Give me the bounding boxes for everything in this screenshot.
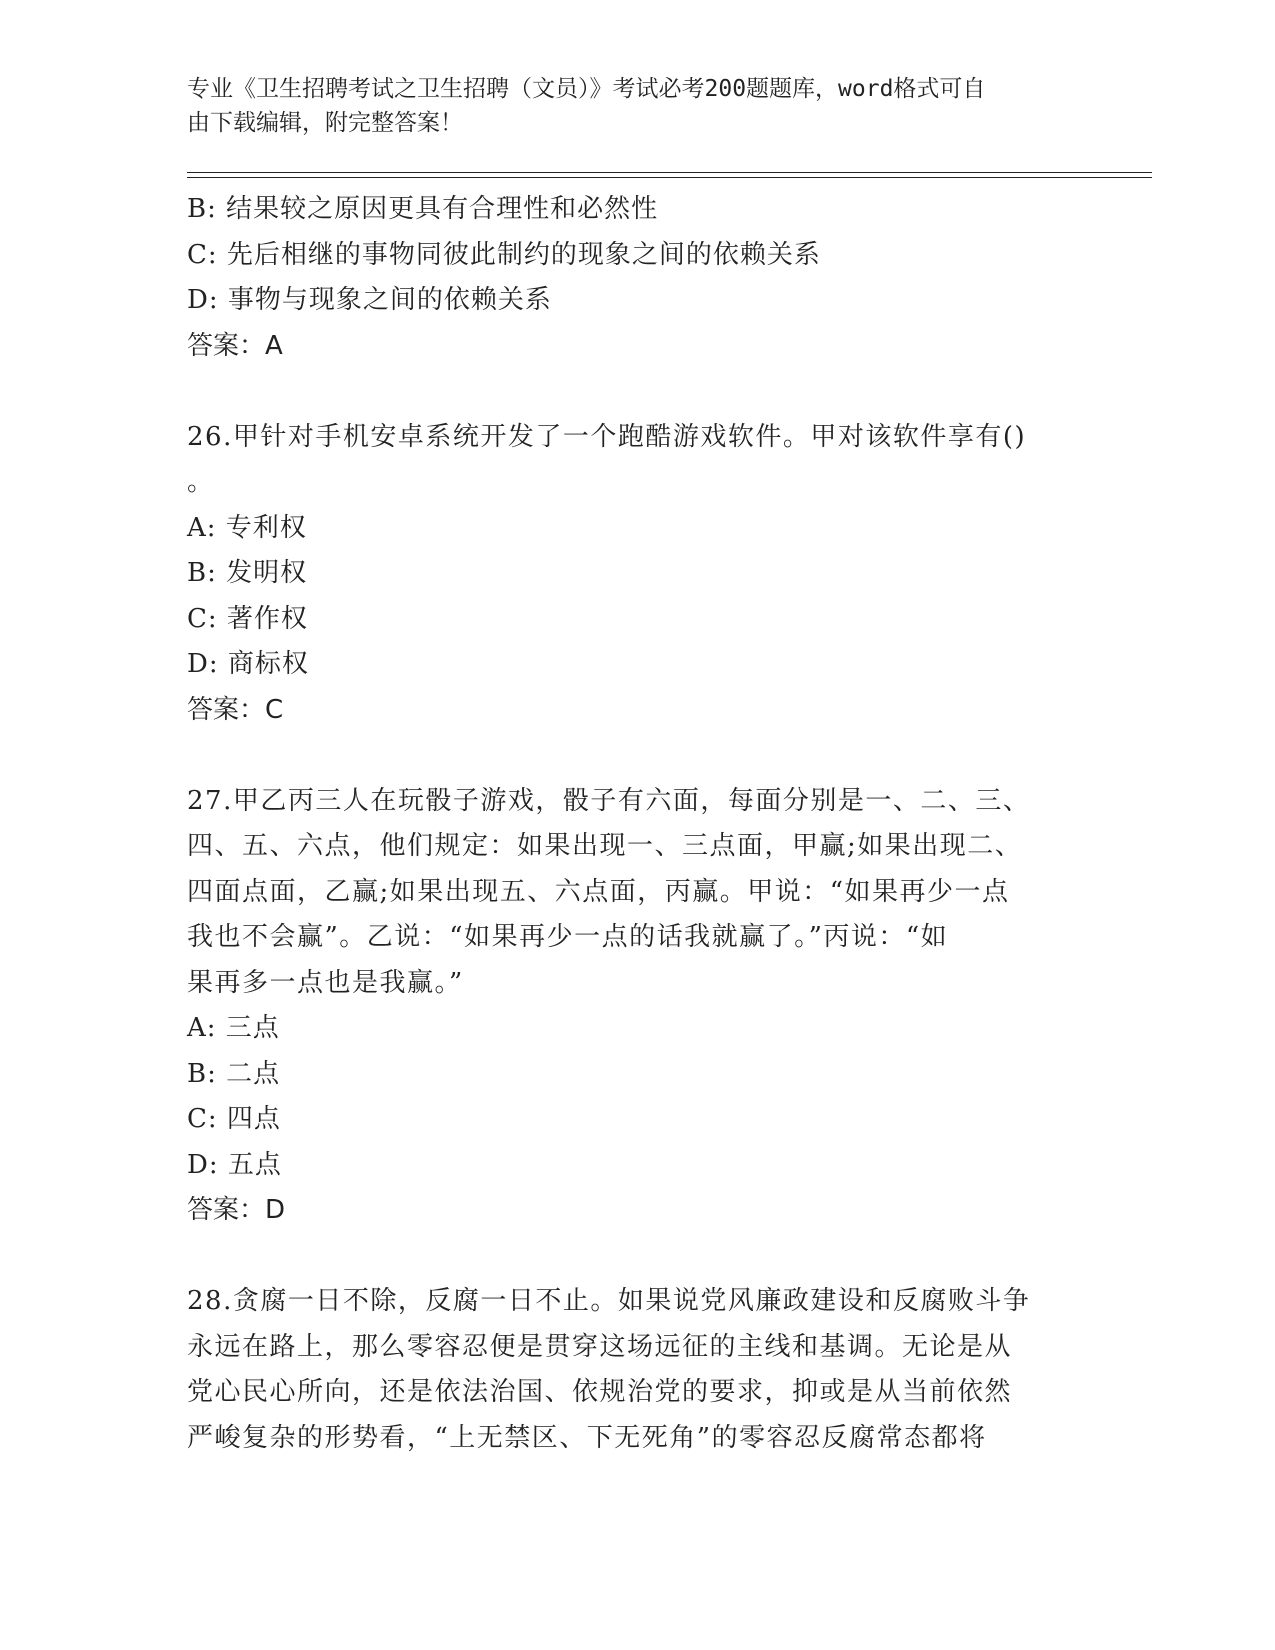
question-26 [187,415,1087,734]
option-d: D: 五点 [187,1149,282,1180]
header-line-2: 由下载编辑，附完整答案！ [187,110,463,136]
question-text-line: 党心民心所向，还是依法治国、依规治党的要求，抑或是从当前依然 [187,1377,1013,1407]
question-28 [187,1279,1087,1461]
option-b: B: 结果较之原因更具有合理性和必然性 [187,194,659,224]
spacer [187,1234,1087,1280]
question-text-line: 。 [187,467,215,497]
question-text-line: 我也不会赢”。乙说：“如果再少一点的话我就赢了。”丙说：“如 [187,922,949,952]
header-rule-top [187,172,1152,173]
option-c: C: 先后相继的事物同彼此制约的现象之间的依赖关系 [187,239,821,270]
question-text-line: 永远在路上，那么零容忍便是贯穿这场远征的主线和基调。无论是从 [187,1331,1013,1362]
spacer [187,369,1087,415]
option-c: C: 四点 [187,1104,281,1134]
option-d: D: 事物与现象之间的依赖关系 [187,285,552,315]
header-rule-bottom [187,177,1152,178]
option-d: D: 商标权 [187,649,309,679]
question-text-line: 28.贪腐一日不除，反腐一日不止。如果说党风廉政建设和反腐败斗争 [187,1286,1031,1316]
header-line-1: 专业《卫生招聘考试之卫生招聘（文员）》考试必考200题题库，word格式可自 [187,76,986,102]
question-text-line: 四面点面，乙赢;如果出现五、六点面，丙赢。甲说：“如果再少一点 [187,876,1010,907]
answer-line: 答案：C [187,694,284,725]
question-27 [187,779,1087,1234]
question-25-tail [187,187,1087,369]
question-text-line: 四、五、六点，他们规定：如果出现一、三点面，甲赢;如果出现二、 [187,831,1023,861]
answer-line: 答案：D [187,1195,286,1225]
question-text-line: 26.甲针对手机安卓系统开发了一个跑酷游戏软件。甲对该软件享有() [187,421,1027,452]
answer-line: 答案：A [187,330,283,361]
question-text-line: 果再多一点也是我赢。” [187,967,464,998]
option-c: C: 著作权 [187,603,308,634]
question-text-line: 27.甲乙丙三人在玩骰子游戏，骰子有六面，每面分别是一、二、三、 [187,785,1031,816]
document-body [187,187,1087,1461]
option-b: B: 发明权 [187,558,308,588]
document-header [187,72,1067,140]
option-a: A: 专利权 [187,512,307,543]
spacer [187,733,1087,779]
option-b: B: 二点 [187,1058,281,1089]
option-a: A: 三点 [187,1013,280,1043]
question-text-line: 严峻复杂的形势看，“上无禁区、下无死角”的零容忍反腐常态都将 [187,1422,987,1453]
